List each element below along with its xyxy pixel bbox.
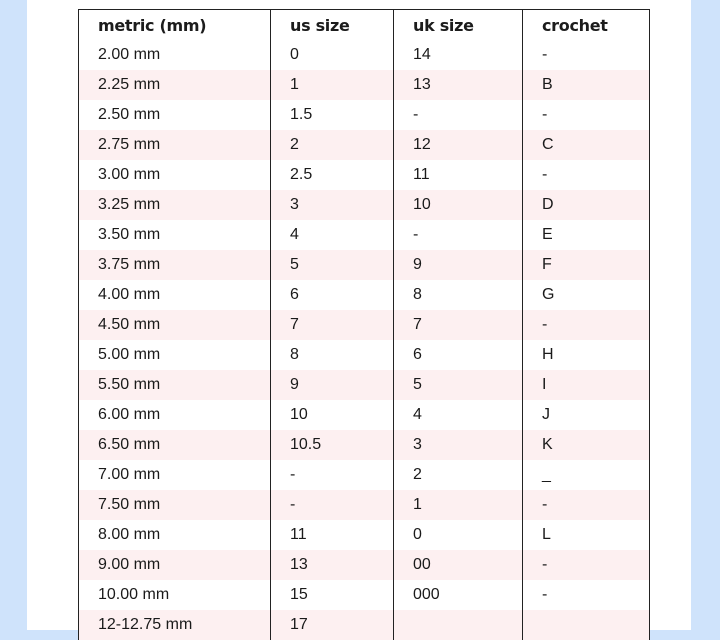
cell-uk-size: 00 [394, 550, 523, 580]
table-row [79, 280, 650, 310]
cell-metric: 3.25 mm [79, 190, 271, 220]
cell-uk-size: 8 [394, 280, 523, 310]
cell-metric: 12-12.75 mm [79, 610, 271, 640]
cell-metric: 5.00 mm [79, 340, 271, 370]
table-row [79, 100, 650, 130]
table-row [79, 430, 650, 460]
cell-us-size: 3 [271, 190, 394, 220]
table-row [79, 340, 650, 370]
cell-crochet: - [523, 310, 650, 340]
cell-uk-size: - [394, 100, 523, 130]
table-row [79, 460, 650, 490]
header-crochet: crochet [523, 10, 650, 41]
cell-uk-size: 7 [394, 310, 523, 340]
cell-metric: 10.00 mm [79, 580, 271, 610]
table-body [79, 40, 650, 640]
table-row [79, 400, 650, 430]
cell-crochet: K [523, 430, 650, 460]
cell-metric: 4.00 mm [79, 280, 271, 310]
cell-metric: 3.75 mm [79, 250, 271, 280]
cell-metric: 8.00 mm [79, 520, 271, 550]
cell-crochet: F [523, 250, 650, 280]
table-row [79, 220, 650, 250]
cell-crochet: G [523, 280, 650, 310]
needle-size-table [78, 9, 650, 640]
cell-uk-size: 6 [394, 340, 523, 370]
cell-us-size: - [271, 490, 394, 520]
cell-crochet: - [523, 490, 650, 520]
cell-uk-size: 0 [394, 520, 523, 550]
cell-us-size: 1.5 [271, 100, 394, 130]
cell-metric: 5.50 mm [79, 370, 271, 400]
cell-uk-size: 14 [394, 40, 523, 70]
cell-metric: 7.00 mm [79, 460, 271, 490]
cell-crochet: - [523, 580, 650, 610]
cell-uk-size: 11 [394, 160, 523, 190]
cell-crochet: - [523, 160, 650, 190]
cell-us-size: 10 [271, 400, 394, 430]
cell-crochet [523, 610, 650, 640]
header-uk-size: uk size [394, 10, 523, 41]
header-us-size: us size [271, 10, 394, 41]
table-row [79, 520, 650, 550]
cell-us-size: 6 [271, 280, 394, 310]
cell-crochet: - [523, 40, 650, 70]
cell-us-size: 1 [271, 70, 394, 100]
cell-crochet: _ [523, 460, 650, 490]
table-row [79, 370, 650, 400]
cell-us-size: 9 [271, 370, 394, 400]
cell-metric: 2.25 mm [79, 70, 271, 100]
cell-uk-size: 10 [394, 190, 523, 220]
cell-metric: 2.75 mm [79, 130, 271, 160]
cell-metric: 6.00 mm [79, 400, 271, 430]
cell-crochet: I [523, 370, 650, 400]
cell-us-size: 2 [271, 130, 394, 160]
header-metric: metric (mm) [79, 10, 271, 41]
cell-uk-size: - [394, 220, 523, 250]
table-row [79, 160, 650, 190]
table-row [79, 490, 650, 520]
cell-us-size: 11 [271, 520, 394, 550]
cell-us-size: 8 [271, 340, 394, 370]
cell-metric: 9.00 mm [79, 550, 271, 580]
cell-uk-size: 5 [394, 370, 523, 400]
cell-us-size: 15 [271, 580, 394, 610]
cell-metric: 3.00 mm [79, 160, 271, 190]
cell-crochet: E [523, 220, 650, 250]
table-row [79, 310, 650, 340]
cell-us-size: 10.5 [271, 430, 394, 460]
cell-crochet: D [523, 190, 650, 220]
cell-us-size: 4 [271, 220, 394, 250]
cell-us-size: 2.5 [271, 160, 394, 190]
cell-us-size: 5 [271, 250, 394, 280]
cell-uk-size: 000 [394, 580, 523, 610]
cell-uk-size: 12 [394, 130, 523, 160]
table-header [79, 10, 650, 41]
cell-metric: 4.50 mm [79, 310, 271, 340]
cell-metric: 6.50 mm [79, 430, 271, 460]
header-row [79, 10, 650, 41]
table-row [79, 190, 650, 220]
cell-crochet: L [523, 520, 650, 550]
cell-crochet: B [523, 70, 650, 100]
cell-us-size: 0 [271, 40, 394, 70]
cell-metric: 2.50 mm [79, 100, 271, 130]
document-page [27, 0, 691, 633]
cell-uk-size: 13 [394, 70, 523, 100]
table-row [79, 580, 650, 610]
cell-uk-size: 4 [394, 400, 523, 430]
cell-us-size: 7 [271, 310, 394, 340]
table-row [79, 550, 650, 580]
cell-us-size: 13 [271, 550, 394, 580]
cell-metric: 2.00 mm [79, 40, 271, 70]
cell-uk-size: 9 [394, 250, 523, 280]
cell-uk-size: 3 [394, 430, 523, 460]
cell-crochet: - [523, 550, 650, 580]
cell-crochet: J [523, 400, 650, 430]
table-row [79, 250, 650, 280]
cell-us-size: 17 [271, 610, 394, 640]
table-row [79, 70, 650, 100]
cell-metric: 7.50 mm [79, 490, 271, 520]
cell-us-size: - [271, 460, 394, 490]
cell-crochet: C [523, 130, 650, 160]
table-row [79, 610, 650, 640]
table-row [79, 40, 650, 70]
cell-metric: 3.50 mm [79, 220, 271, 250]
cell-uk-size: 2 [394, 460, 523, 490]
table-row [79, 130, 650, 160]
cell-crochet: H [523, 340, 650, 370]
cell-uk-size [394, 610, 523, 640]
cell-uk-size: 1 [394, 490, 523, 520]
cell-crochet: - [523, 100, 650, 130]
